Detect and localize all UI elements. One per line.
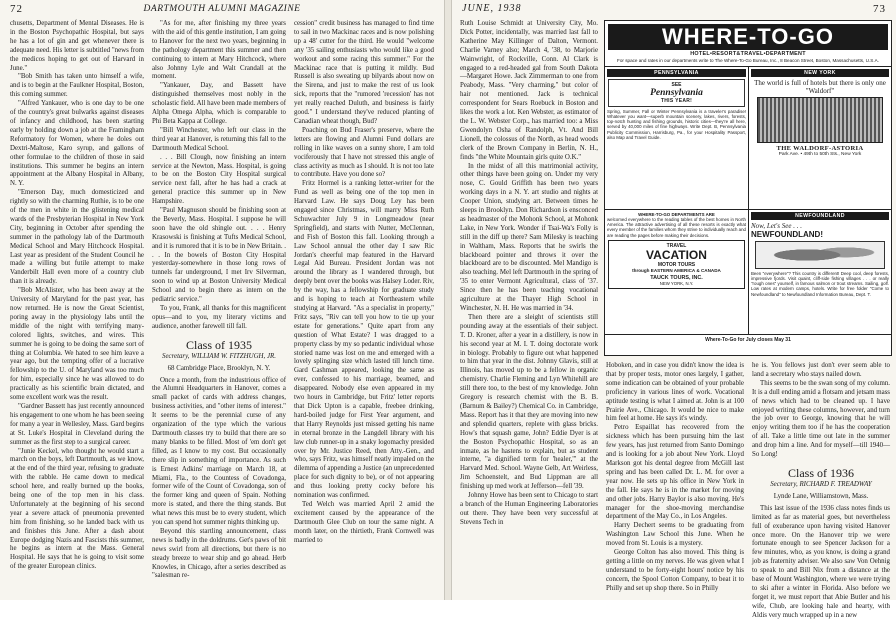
paragraph: he is. You fellows just don't ever seem able to land a secretary who stays nailed down. <box>752 362 890 378</box>
vac-motor: MOTOR TOURS <box>657 262 696 269</box>
ad-footer: Where-To-Go for July closes May 31 <box>605 334 891 345</box>
page-number-left: 72 <box>10 3 23 15</box>
wtg-heading: WHERE-TO-GO DEPARTMENTS ARE <box>638 211 715 217</box>
left-column-1 <box>10 20 144 596</box>
ad-subtitle: HOTEL•RESORT&TRAVEL•DEPARTMENT <box>690 51 806 57</box>
paragraph: "Paul Magnuson should be finishing soon at the Beverly, Mass. Hospital. I suppose he will soon have the old shingle out. . . . Henry Krasowski is finishing at Tufts Medical School, and it is rumored that it is to be in New Britain. . . . In the bowels of Boston City Hospital yesterday-somewhere in those long rows of tunnels far underground, I met Irv Silverman, soon to wind up at Boston University Medical School and to begin there as intern on the pediatric service." <box>152 207 286 304</box>
nf-now: Now, Let's See . . . <box>751 221 802 230</box>
right-page <box>451 0 896 619</box>
paragraph: "As for me, after finishing my three years with the aid of this gentle institution, I am going to Hanover for the next two years, beginning in the pathology department this summer and then continuing to intern at Mary Hitchcock, where also Johnny Lyle and Walt Crandall at the moment. <box>152 20 286 81</box>
paragraph: Fritz Hormel is a ranking letter-writer for the Fund as well as being one of the top men in Harvard Law. He says Doug Ley has been engaged since Christmas, will marry Miss Ruth Schuwachter July 9 in Longmeadow (near Springfield), and starts with Nutter, McClennan, and Fish of Boston this fall. Looking through a Law School annual the other day I saw Ric Jordan's cheerful map featured in the Harvard Legal Aid Bureau. President Jordan was not around the library as I wandered through, but deeply bent over the books was Halsey Loder. Riv, by the way, has a fellowship for graduate study and is hoping to teach at Northeastern while studying at Harvard. "As a specialist in property," Fritz says, "Riv can tell you how to tie up your estate for generations." Quite apart from any question of What Estate? I was dragged to a property class by my so pedantic individual whose storied name was lost on me and emerged with a lovely splinging size which lasted till lunch time. Gard Cashman appeared, looking the same as ever, confessed to his marriage, beamed, and disappeared. Nobody else even appeared in my two hours in Cambridge, but Fritz' letter reports that Dick Upton is a capable, freebee drinking, hard-boiled judge for First Year argument, and that Harry Reynolds just missed getting his name in eternal bronze in the Langdell library with his law club runner-up in a snaky logomachy presided over by Mr. Justice Reed, then Atty.-Gen., and who, says Fritz, was himself neatly impaled on the dilemma of appending a Justice (an unprecedented place for such dignity to be), or of not appearing and thus looking pretty cocky before his nomination was confirmed. <box>294 180 435 500</box>
penn-see: SEE <box>671 81 682 88</box>
ad-pennsylvania[interactable] <box>605 67 748 209</box>
left-running-head <box>10 3 434 17</box>
where-to-go-ad[interactable] <box>604 20 892 356</box>
paragraph: Johnny Howe has been sent to Chicago to start a branch of the Human Engineering Laboratories out there. They have been very successful at Stevens Tech in <box>460 492 598 526</box>
paragraph: This seems to be the swan song of my column. It is a dull ending amid a flotsam and jetsam mass of news which had to be cleaned up. I have enjoyed writing these columns, however, and turn the job over to George, knowing that he will enjoy writing them too if he has the cooperation of all. Take a little time out late in the summer and drop him a line. And for myself—till 1940—So Long! <box>752 379 890 459</box>
class-address-1935: 68 Cambridge Place, Brooklyn, N. Y. <box>167 364 271 372</box>
paragraph: Hoboken, and in case you didn't know the idea is that by proper tests, motor ones largely, I gather, some indication can be obtained of your probable proficiency in various lines of work. Vocational aptitude testing is what I aimed at. John is at 100 Prairie Ave., Chicago. It would be nice to make him feel at home. He says it's windy. <box>606 362 744 423</box>
vacation-box[interactable] <box>608 240 745 289</box>
vac-company: TAUCK TOURS, INC. <box>650 275 703 282</box>
penn-name: Pennsylvania <box>650 87 703 98</box>
ad-row-bottom <box>605 209 891 334</box>
right-running-head <box>462 3 886 17</box>
paragraph: Harry Dechert seems to be graduating from Washington Law School this June. When he moved from St. Louis is a mystery. <box>606 522 744 548</box>
left-page <box>0 0 445 600</box>
paragraph: "Alfred Yankauer, who is one day to be one of the country's great bulwarks against diseases of infancy and childhood, has been starting early by holding down a job at the Framingham Reformatory for Women, where he doles out Dextri-Maltose, Karo syrup, and gallons of other formulae to the children of those in said institutions. This summer he begins an intern appointment at the Albany Hospital in Albany, N. Y. <box>10 100 144 188</box>
right-column-3 <box>752 362 890 619</box>
paragraph: "Bob McAlister, who has been away at the University of Maryland for the past year, has now returned. He is now the Great Scientist, poring away in the physiology labs until the middle of the night with terrifying many-colored lights, switches, and wires. This summer he is going to be doing the same sort of thing at Columbia. We hated to see him leave a year ago, but the tempting offer of a lucrative fellowship to the U. of Maryland was too much for him, especially since he was allowed to do practically as his scientific brain dictated, and some excellent work was the result. <box>10 287 144 402</box>
paragraph: cession" credit business has managed to find time to sail in two Mackinac races and is now polishing up a 48' cutter for the third. He would "welcome any '35 sailing enthusiasts who would like a good workout and some racing this summer." For the Mackinac race that is putting it mildly. Bud Russell is also sweating up bilyards about now on the Sirena, and just to make the rest of us look sick, reports that the "rumored 'recession' has not yet really reached Duluth, and business is fairly good." I understand they've reduced planting of Canadian wheat though, Bud? <box>294 20 434 125</box>
penn-text: Spring, Summer, Fall or Winter Pennsylvania is a traveler's paradise! Whatever you want—superb mountain scenery, lakes, rivers, forests, top-notch hunting and fishing grounds, historic cities—they're all here, served by 40,000 miles of fine highways. Write Dept. B, Pennsylvania Publicity Commission, Harrisburg, Pa., for your Hospitality Passport, also Map and Travel Guide. <box>607 108 746 141</box>
paragraph: "Bill Winchester, who left our class in the third year at Hanover, is returning this fall to the Dartmouth Medical School. <box>152 126 286 152</box>
ad-instructions: For space and rates in our departments write to The Where-To-Go Bureau, Inc., 8 Beacon Street, Boston, Massachusetts, U.S.A. <box>617 58 879 63</box>
class-heading-1935: Class of 1935 <box>186 337 252 352</box>
vac-travel: TRAVEL <box>666 243 687 250</box>
paragraph: Beyond this startling announcement, class news is badly in the doldrums. Get's paws of bit news swirl from all directions, but there is no steady breeze to wear ship and go ahead. Herb Knowles, in Chicago, after a series described as "salesman re- <box>152 527 286 580</box>
paragraph: Poaching on Bud Fraser's preserve, where the letters are flowing and Alumni Fund dollars are rolling in like waves on a sunny shore, I am told vociferously that I have not stressed this angle of class activity as much as I should. It is not too late to contribute. Have you done so? <box>294 126 434 179</box>
ad-newfoundland[interactable] <box>748 210 891 334</box>
class-heading-1936: Class of 1936 <box>788 465 854 480</box>
ad-new-york[interactable] <box>748 67 891 209</box>
paragraph: "Gardner Bassett has just recently announced his engagement to one whom he has been seeing for many a year in Wellesley, Mass. Gard begins at St. Luke's Hospital in Cleveland during the summer as the first step to a surgical career. <box>10 402 144 446</box>
class-address-1936: Lynde Lane, Williamstown, Mass. <box>773 492 869 500</box>
left-column-3 <box>294 20 434 596</box>
waldorf-tagline: The world is full of hotels but there is only one "Waldorf" <box>754 78 886 95</box>
paragraph: "Junie Keckel, who thought he would start a march on the boys, left Dartmouth, as we know, at the end of the third year, refusing to graduate with the rabble. He came down to medical school here, and really burned up the books, being one of the top men in his class. Unfortunately at the beginning of his second year a severe attack of pneumonia prevented him from finishing, so he landed back with us and finishes this June. After a dash about Europe dodging Nazis and Fascists this summer, he begins as intern at the Mass. General Hospital. He says that he is going to visit some of the greater European clinics. <box>10 447 144 571</box>
hotel-name: THE WALDORF-ASTORIA <box>776 144 864 152</box>
newfoundland-map-icon <box>755 241 885 269</box>
penn-year: THIS YEAR! <box>660 97 693 104</box>
paragraph: Petro Espaillat has recovered from the sickness which has been pursuing him the last few years, has just returned from Santo Domingo and is looking for a job about New York. Lloyd Markson got his dental degree from McGill last spring and has been called Dr. L. M. for over a year now. He sets up his office in New York in the fall. He says he is in the market for moving and other jobs. Harry Baylor is also moving. He's manager for the shoe-moving merchandise department of the May Co., in Los Angeles. <box>606 424 744 521</box>
vac-address: NEW YORK, N.Y. <box>659 281 694 287</box>
paragraph: Once a month, from the industrious office of the Alumni Headquarters in Hanover, comes a small packet of cards with address changes, business activities, and "other items of interest." It seems to be the perennial curse of any organization of the type which the various Dartmouth classes try to build that there are so many blanks to be filled. Most of 'em don't get filled, as I know to my cost. But occasionally there slip in something of importance. As such is Ernest Adkins' marriage on March 18, at Miami, Fla., to the Countess of Covadonga, former wife of the Count of Covadonga, son of the former king and queen of Spain. Nothing more is stated, and there the thing stands. But what news this must be to every student, which you can spend hot summer nights thinking up. <box>152 376 286 527</box>
nf-name: NEWFOUNDLAND! <box>751 229 823 239</box>
ad-title: WHERE-TO-GO <box>608 24 888 50</box>
ad-row-top <box>605 66 891 209</box>
wtg-text: welcomed everywhere to the reading tables of the best homes in North America. The attractive advertising of all these resorts is exactly what every member of the families whom they strive to individually reach and are reading the pages before making their decisions. <box>607 216 746 238</box>
state-label: PENNSYLVANIA <box>607 69 746 77</box>
running-date: JUNE, 1938 <box>462 3 522 14</box>
paragraph: Ted Welch was married April 2 amid the excitement caused by the appearance of the Dartmouth Glee Club on tour the same night. A month later, on the thirtieth, Frank Cornwell was married to <box>294 500 434 544</box>
paragraph: "Emerson Day, much domesticized and rightly so with the charming Ruthie, is to be one of the men in white in the glistening medical wards of the Presbyterian Hospital in New York City, beginning in October after spending the summer in the pathology lab of the Dartmouth Medical School and Mary Hitchcock Hospital. Last year as president of the Student Council he made a willing but futile attempt to make Vanderbilt Hall even more of a country club than it is already. <box>10 189 144 286</box>
paragraph: In the midst of all this matrimonial activity, other things have been going on. Under my very nose, C. Gould Griffith has been two years working days in a N. Y. art studio and nights at Cooper Union, studying art. Between times he sleeps in Brooklyn. Don Richardson is ensconced as headmaster of the Mohonk School, at Mohonk Lake, in New York. Wonder if Tsai-Wa's Folly is still in the diff up there? Sam Milesky is teaching in Waltham, Mass. Reports that he swirls the blackboard pointer and throws it over the blackboard are to be discounted. Mel Mandigo is also teaching. Mel left Dartmouth in the spring of '35 to enter Vermont Agricultural, class of '37. Since then he has been teaching vocational agriculture at the Thayer High School in Winchester, N. H. He was married in '34. <box>460 162 598 312</box>
paragraph: George Colton has also moved. This thing is getting a little on my nerves. He was given what I understand to be forty-eight hours' notice by his concern, the Spool Cotton Company, to beat it to Philly and set up shop there. So in Philly <box>606 549 744 592</box>
secretary-name: Secretary, WILLIAM W. FITZHUGH, JR. <box>162 352 276 360</box>
left-column-2 <box>152 20 286 596</box>
vac-title: VACATION <box>646 248 707 263</box>
paragraph: This last issue of the 1936 class notes finds us limited as far as material goes, but nevertheless full of exuberance upon having visited Hanover once more. On the Hanover trip we were fortunate enough to see Spencer Jackson for a few minutes, who, as you know, is doing a grand job as fraternity adviser. We also saw Von Oehnig to speak to and Bill Nix from a distance at the base of Mount Washington, where we were trying to ski after a winter in Florida. Also before we forget it, we must report that Abie Butler and his wife, Chub, are looking hale and hearty, with Aldis very much wrapped up in a new <box>752 504 890 619</box>
running-title: DARTMOUTH ALUMNI MAGAZINE <box>143 4 301 14</box>
paragraph: To you, Frank, all thanks for this magnificent opus—and to you, my literary victims and audience, another farewell till fall. <box>152 305 286 330</box>
pennsylvania-banner <box>608 79 745 107</box>
secretary-name: Secretary, RICHARD F. TREADWAY <box>770 480 872 488</box>
nf-text: Been "everywhere"? This country is different! Deep cool, deep forests, impressive fjords. Visit quaint, cliff-side fishing villages . . . or really "rough ones" yourself, in famous salmon or trout streams. Sailing, golf. Low rates at modern camps, hotels. Write for free folder "Come to Newfoundland" to Newfoundland Information Bureau, Dept. T. <box>751 270 889 297</box>
vac-sub: through EASTERN AMERICA & CANADA <box>632 268 721 274</box>
paragraph: "Bob Smith has taken unto himself a wife, and is to begin at the Faulkner Hospital, Boston, this coming summer. <box>10 73 144 99</box>
hotel-address: Park Ave. • 49th to 50th Sts., New York <box>778 151 862 157</box>
hotel-illustration <box>757 97 883 143</box>
paragraph: Ruth Louise Schmidt at University City, Mo. Dick Potter, incidentally, was married last fall to Katherine May Killinger of Dalton, Vermont. Charlie Varney also; March 4, '38, to Marjorie Wainwright, of Rockville, Conn. Al Clark is engaged to a red-headed gal from South Dakota—Margaret Howe. Jack Zimmerman to one from Peabody, Mass. "Very charming," but color of hair not mentioned. Jack is technical correspondent for Sears Roebuck in Boston and likes the work a lot. Ken Webster, as estimator of the L. W. Webster Corp., has married too: a Miss Gwendolyn Osha of Randolph, Vt. And Bill Lionell, the colossus of the North, as head woods clerk of the Brown Company in Berlin, N. H., finds "the White Mountain girls quite O.K." <box>460 20 598 161</box>
right-column-2 <box>606 362 744 596</box>
ad-where-to-go-info <box>605 210 748 334</box>
class-secretary-1936 <box>752 481 890 490</box>
state-label: NEWFOUNDLAND <box>751 212 889 220</box>
state-label: NEW YORK <box>751 69 889 77</box>
paragraph: chusetts, Department of Mental Diseases. He is in the Boston Psychopathic Hospital, but says he has a lot of gin and get whenever there is adequate need. His letter is subtitled "news from the medicos hoping to get out of Harvard in June." <box>10 20 144 72</box>
paragraph: "Yankauer, Day, and Bassett have distinguished themselves most nobly in the scholastic field. All have been made members of Alpha Omega Alpha, which is comparable to Phi Beta Kappa at College. <box>152 82 286 125</box>
class-secretary-1935 <box>152 353 286 362</box>
right-column-1 <box>460 20 598 526</box>
paragraph: Then there are a sleight of scientists still pounding away at the essentials of their subject. T. D. Kroner, after a year in a distillery, is now in his second year at M. I. T. doing doctorate work in biology. Probably to figure out what happened to him that year in the dist. Johnny Glavis, still at Illinois, has moved up to be a fellow in organic chemistry. Charlie Fleming and Lyn Whitehill are still there too, to the best of my knowledge. John Gregory is research chemist with the B. B. (Barnum & Bailey?) Chemical Co. in Cambridge, Mass. Report has it that they are moving into new and splendid quarters, replete with glass bricks. How's that squash game, John? Eddie Dyer is at the Boston Psychopathic Hospital, so as an inmate, as he hastens to explain, but as student interne, "a dignified term for 'healer,'" at the Harvard Med. School. Wayne Gelb, Art Weirless, Jim Schoenstelt, and Bud Lippman are all finishing up med work at Jefferson—fell '39. <box>460 313 598 491</box>
paragraph: . . . Bill Clough, now finishing an intern service at the Newton, Mass. Hospital, is going to be on the Boston City Hospital surgical service next fall, after he has had a crack at general practice this summer up in New Hampshire. <box>152 153 286 206</box>
page-number-right: 73 <box>873 3 886 15</box>
